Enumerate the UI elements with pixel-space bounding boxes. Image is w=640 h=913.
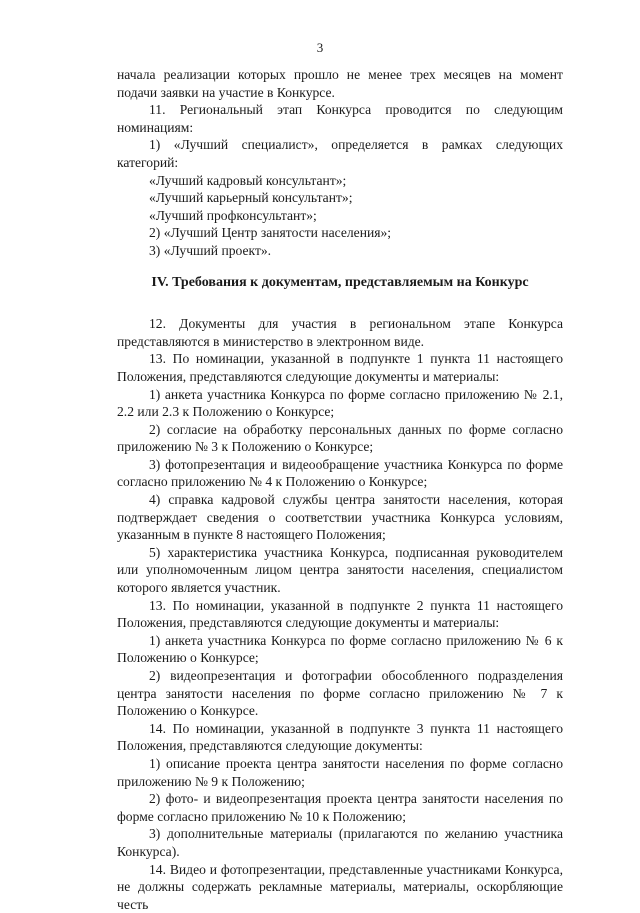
paragraph-13-b: 13. По номинации, указанной в подпункте 2 пункта 11 настоящего Положения, представляются следующие документы и материалы: bbox=[117, 597, 563, 631]
category-hr-consultant: «Лучший кадровый консультант»; bbox=[149, 172, 347, 188]
list-item: 1) описание проекта центра занятости населения по форме согласно приложению № 9 к Положению; bbox=[117, 755, 563, 789]
list-item: 5) характеристика участника Конкурса, подписанная руководителем или уполномоченным лицом центра занятости населения, специалистом которого является участник. bbox=[117, 544, 563, 596]
list-item: 2) фото- и видеопрезентация проекта центра занятости населения по форме согласно приложению № 10 к Положению; bbox=[117, 791, 563, 824]
list-item: 2) согласие на обработку персональных данных по форме согласно приложению № 3 к Положению о Конкурсе; bbox=[117, 421, 563, 455]
list-item: 1) анкета участника Конкурса по форме согласно приложению № 6 к Положению о Конкурсе; bbox=[117, 632, 563, 666]
nomination-2: 2) «Лучший Центр занятости населения»; bbox=[149, 225, 392, 241]
list-item: 3) дополнительные материалы (прилагаются по желанию участника Конкурса). bbox=[117, 826, 563, 859]
section-heading: IV. Требования к документам, представляемым на Конкурс bbox=[151, 274, 529, 290]
list-item: 4) справка кадровой службы центра занятости населения, которая подтверждает сведения о соответствии участника Конкурса условиям, указанным в пункте 8 настоящего Положения; bbox=[117, 492, 563, 543]
category-prof-consultant: «Лучший профконсультант»; bbox=[149, 207, 317, 223]
paragraph-14-a: 14. По номинации, указанной в подпункте 3 пункта 11 настоящего Положения, представляются следующие документы: bbox=[117, 720, 563, 754]
nomination-3: 3) «Лучший проект». bbox=[149, 242, 272, 258]
paragraph-13-a: 13. По номинации, указанной в подпункте 1 пункта 11 настоящего Положения, представляются следующие документы и материалы: bbox=[117, 351, 563, 384]
list-item: 1) анкета участника Конкурса по форме согласно приложению № 2.1, 2.2 или 2.3 к Положению о Конкурсе; bbox=[117, 386, 563, 420]
page-number: 3 bbox=[316, 40, 324, 55]
paragraph-continuation: начала реализации которых прошло не менее трех месяцев на момент подачи заявки на участие в Конкурсе. bbox=[117, 67, 563, 100]
nomination-1: 1) «Лучший специалист», определяется в рамках следующих категорий: bbox=[117, 137, 563, 170]
paragraph-14-b: 14. Видео и фотопрезентации, представленные участниками Конкурса, не должны содержать рекламные материалы, материалы, оскорбляющие честь bbox=[117, 861, 563, 912]
list-item: 2) видеопрезентация и фотографии обособленного подразделения центра занятости населения по форме согласно приложению № 7 к Положению о Конкурсе. bbox=[117, 668, 563, 719]
paragraph-11: 11. Региональный этап Конкурса проводится по следующим номинациям: bbox=[117, 102, 563, 135]
list-item: 3) фотопрезентация и видеообращение участника Конкурса по форме согласно приложению № 4 к Положению о Конкурсе; bbox=[117, 456, 563, 490]
paragraph-12: 12. Документы для участия в региональном этапе Конкурса представляются в министерство в электронном виде. bbox=[117, 316, 563, 349]
category-career-consultant: «Лучший карьерный консультант»; bbox=[149, 190, 353, 206]
document-body bbox=[117, 66, 563, 913]
